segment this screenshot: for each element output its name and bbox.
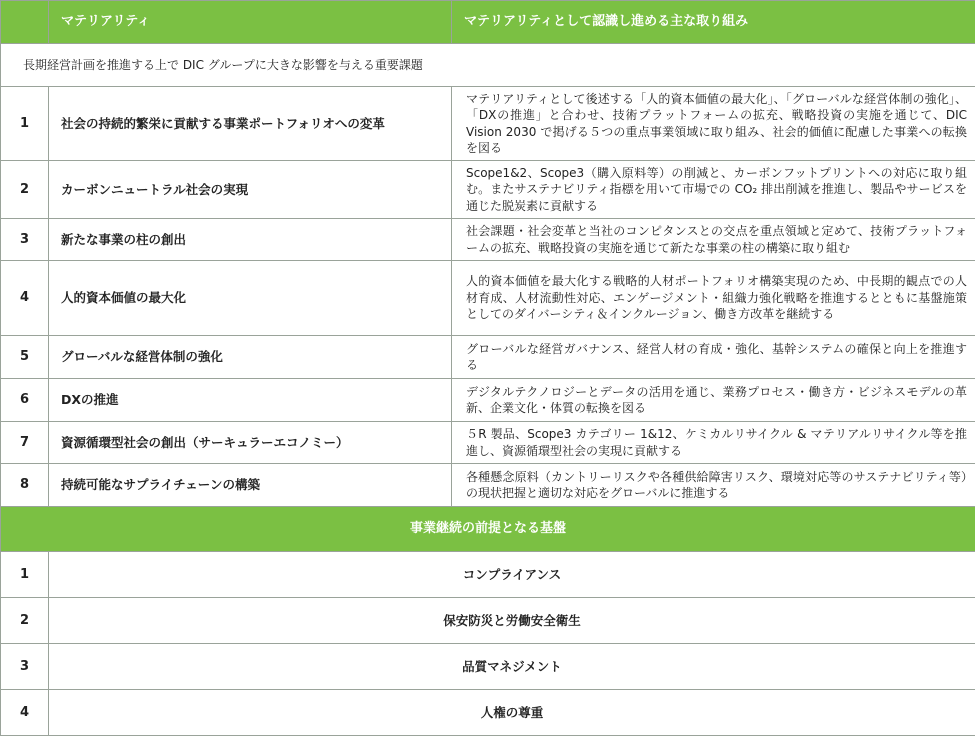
table-row (1, 552, 975, 598)
row-number: 6 (1, 379, 49, 422)
row-number: 8 (1, 464, 49, 507)
row-number: 3 (1, 219, 49, 261)
table-row (1, 379, 975, 422)
materiality-name: 人的資本価値の最大化 (49, 261, 452, 336)
header-number-cell (1, 1, 49, 44)
table-row (1, 336, 975, 379)
materiality-name: 社会の持続的繁栄に貢献する事業ポートフォリオへの変革 (49, 87, 452, 161)
table-header-row (1, 1, 975, 44)
section-header-row (1, 507, 975, 552)
table-row (1, 161, 975, 219)
header-initiatives: マテリアリティとして認識し進める主な取り組み (452, 1, 975, 44)
row-number: 2 (1, 161, 49, 219)
row-number: 7 (1, 422, 49, 464)
table-row (1, 261, 975, 336)
materiality-name: 資源循環型社会の創出（サーキュラーエコノミー） (49, 422, 452, 464)
row-number: 4 (1, 690, 49, 736)
materiality-description: ５R 製品、Scope3 カテゴリー 1&12、ケミカルリサイクル & マテリアルリサイクル等を推進し、資源循環型社会の実現に貢献する (452, 422, 975, 464)
foundation-name: コンプライアンス (49, 552, 975, 598)
section-title: 事業継続の前提となる基盤 (1, 507, 975, 552)
materiality-description: デジタルテクノロジーとデータの活用を通じ、業務プロセス・働き方・ビジネスモデルの革新、企業文化・体質の転換を図る (452, 379, 975, 422)
header-materiality: マテリアリティ (49, 1, 452, 44)
table-row (1, 422, 975, 464)
row-number: 3 (1, 644, 49, 690)
materiality-description: 人的資本価値を最大化する戦略的人材ポートフォリオ構築実現のため、中長期的観点での人材育成、人材流動性対応、エンゲージメント・組織力強化戦略を推進するとともに基盤施策としてのダイバーシティ＆インクルージョン、働き方改革を継続する (452, 261, 975, 336)
table-row (1, 464, 975, 507)
materiality-name: カーボンニュートラル社会の実現 (49, 161, 452, 219)
table-row (1, 690, 975, 736)
materiality-description: 社会課題・社会変革と当社のコンピタンスとの交点を重点領域と定めて、技術プラットフォームの拡充、戦略投資の実施を通じて新たな事業の柱の構築に取り組む (452, 219, 975, 261)
row-number: 2 (1, 598, 49, 644)
materiality-description: 各種懸念原料（カントリーリスクや各種供給障害リスク、環境対応等のサステナビリティ等）の現状把握と適切な対応をグローバルに推進する (452, 464, 975, 507)
materiality-name: 新たな事業の柱の創出 (49, 219, 452, 261)
materiality-description: マテリアリティとして後述する「人的資本価値の最大化」、「グローバルな経営体制の強化」、「DXの推進」と合わせ、技術プラットフォームの拡充、戦略投資の実施を通じて、DIC Vision 2030 で掲げる５つの重点事業領域に取り組み、社会的価値に配慮した事業への転換を図る (452, 87, 975, 161)
subheader-text: 長期経営計画を推進する上で DIC グループに大きな影響を与える重要課題 (1, 44, 975, 87)
materiality-description: Scope1&2、Scope3（購入原料等）の削減と、カーボンフットプリントへの対応に取り組む。またサステナビリティ指標を用いて市場での CO₂ 排出削減を推進し、製品やサービスを通じた脱炭素に貢献する (452, 161, 975, 219)
materiality-name: DXの推進 (49, 379, 452, 422)
materiality-name: 持続可能なサプライチェーンの構築 (49, 464, 452, 507)
table-row (1, 87, 975, 161)
materiality-name: グローバルな経営体制の強化 (49, 336, 452, 379)
table-row (1, 598, 975, 644)
row-number: 1 (1, 552, 49, 598)
foundation-name: 人権の尊重 (49, 690, 975, 736)
table-row (1, 644, 975, 690)
subheader-row (1, 44, 975, 87)
materiality-description: グローバルな経営ガバナンス、経営人材の育成・強化、基幹システムの確保と向上を推進する (452, 336, 975, 379)
foundation-name: 品質マネジメント (49, 644, 975, 690)
row-number: 4 (1, 261, 49, 336)
row-number: 1 (1, 87, 49, 161)
foundation-name: 保安防災と労働安全衛生 (49, 598, 975, 644)
row-number: 5 (1, 336, 49, 379)
table-row (1, 219, 975, 261)
